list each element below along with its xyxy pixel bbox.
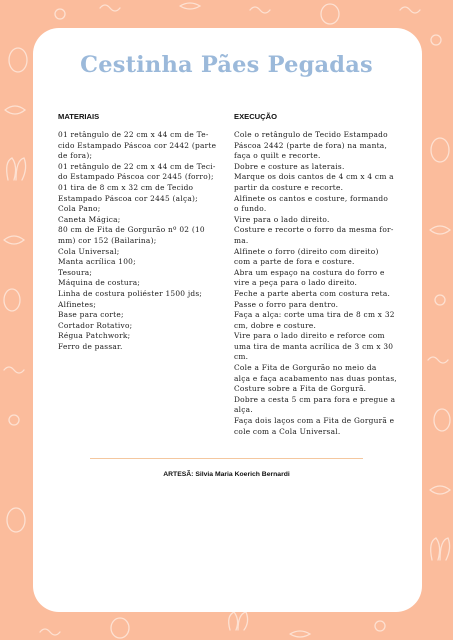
artisan-credit: ARTESÃ: Silvia Maria Koerich Bernardi: [163, 471, 290, 478]
materials-line: 01 retângulo de 22 cm x 44 cm de Teci-: [58, 161, 216, 171]
materials-line: 01 retângulo de 22 cm x 44 cm de Te-: [58, 130, 209, 139]
materials-line: 01 tira de 8 cm x 32 cm de Tecido: [58, 182, 194, 192]
instructions-line: Vire para o lado direito e reforce com: [234, 331, 385, 341]
materials-line: Caneta Mágica;: [58, 214, 121, 224]
instructions-line: Dobre e costure as laterais.: [234, 161, 345, 171]
instructions-line: Costure sobre a Fita de Gorgurã.: [234, 384, 367, 394]
instructions-line: vire a peça para o lado direito.: [234, 278, 358, 288]
instructions-line: Abra um espaço na costura do forro e: [234, 267, 385, 277]
materials-line: mm) cor 152 (Bailarina);: [58, 235, 157, 245]
materials-line: Cortador Rotativo;: [58, 320, 133, 330]
materials-heading: MATERIAIS: [58, 112, 100, 121]
instructions-column: [234, 112, 410, 437]
flower-icon: [375, 621, 385, 631]
divider: [90, 458, 363, 459]
materials-line: 80 cm de Fita de Gorgurão nº 02 (10: [58, 225, 205, 235]
instructions-line: com a parte de fora e costure.: [234, 257, 355, 267]
instructions-line: partir da costure e recorte.: [234, 182, 344, 192]
bunny-icon: [229, 612, 248, 630]
page-title: Cestinha Pães Pegadas: [80, 52, 373, 78]
instructions-line: Faça dois laços com a Fita de Gorgurã e: [234, 416, 395, 426]
squiggle-icon: [400, 7, 420, 13]
materials-line: Cola Universal;: [58, 246, 120, 256]
squiggle-icon: [4, 367, 24, 373]
instructions-line: Alfinete o forro (direito com direito): [234, 246, 379, 256]
materials-line: Tesoura;: [58, 267, 93, 277]
materials-line: Máquina de costura;: [58, 278, 141, 288]
materials-list: [58, 130, 234, 352]
flower-icon: [55, 9, 65, 19]
instructions-line: Cole a Fita de Gorgurão no meio da: [234, 363, 377, 373]
instructions-line: Páscoa 2442 (parte de fora) na manta,: [234, 140, 388, 150]
instructions-line: ma.: [234, 235, 249, 245]
leaf-icon: [4, 236, 24, 244]
materials-line: Régua Patchwork;: [58, 331, 131, 341]
egg-icon: [431, 138, 449, 162]
materials-line: de fora);: [58, 151, 93, 161]
egg-icon: [4, 289, 20, 311]
leaf-icon: [430, 486, 450, 494]
instructions-line: Faça a alça: corte uma tira de 8 cm x 32: [234, 310, 395, 320]
instructions-line: Dobre a cesta 5 cm para fora e pregue a: [234, 394, 396, 404]
leaf-icon: [5, 106, 25, 114]
instructions-line: Alfinete os cantos e costure, formando: [234, 193, 389, 203]
leaf-icon: [180, 3, 200, 9]
materials-line: Linha de costura poliéster 1500 jds;: [58, 288, 203, 298]
squiggle-icon: [40, 629, 60, 635]
materials-line: Estampado Páscoa cor 2445 (alça);: [58, 193, 198, 203]
egg-icon: [111, 618, 129, 638]
instructions-line: cm, dobre e costure.: [234, 320, 317, 330]
bunny-icon: [431, 538, 450, 560]
materials-line: cido Estampado Páscoa cor 2442 (parte: [58, 140, 217, 150]
instructions-line: cm.: [234, 352, 249, 362]
instructions-line: Marque os dois cantos de 4 cm x 4 cm a: [234, 172, 394, 182]
instructions-heading: EXECUÇÃO: [234, 112, 278, 121]
flower-icon: [9, 415, 19, 425]
bunny-icon: [7, 158, 26, 180]
instructions-line: alça.: [234, 405, 253, 415]
instructions-line: cole com a Cola Universal.: [234, 426, 341, 436]
instructions-line: Passe o forro para dentro.: [234, 299, 339, 309]
instructions-line: faça o quilt e recorte.: [234, 151, 321, 161]
egg-icon: [7, 508, 25, 532]
egg-icon: [434, 409, 450, 431]
flower-icon: [435, 295, 445, 305]
leaf-icon: [290, 631, 310, 637]
leaf-icon: [430, 226, 450, 234]
instructions-line: Vire para o lado direito.: [234, 214, 330, 224]
materials-line: Manta acrílica 100;: [58, 257, 136, 267]
egg-icon: [321, 4, 339, 24]
instructions-line: Costure e recorte o forro da mesma for-: [234, 225, 394, 235]
squiggle-icon: [428, 357, 448, 363]
materials-line: Ferro de passar.: [58, 341, 123, 351]
instructions-line: o fundo.: [234, 204, 267, 214]
materials-line: do Estampado Páscoa cor 2445 (forro);: [58, 172, 214, 182]
instructions-line: Feche a parte aberta com costura reta.: [234, 288, 391, 298]
materials-line: Cola Pano;: [58, 204, 101, 214]
flower-icon: [431, 35, 441, 45]
squiggle-icon: [100, 5, 120, 11]
instructions-line: uma tira de manta acrílica de 3 cm x 30: [234, 341, 394, 351]
instructions-line: alça e faça acabamento nas duas pontas,: [234, 373, 397, 383]
materials-column: [58, 112, 234, 352]
instructions-list: [234, 130, 410, 437]
materials-line: Base para corte;: [58, 310, 124, 320]
instructions-line: Cole o retângulo de Tecido Estampado: [234, 130, 388, 139]
squiggle-icon: [250, 7, 270, 13]
materials-line: Alfinetes;: [58, 299, 97, 309]
